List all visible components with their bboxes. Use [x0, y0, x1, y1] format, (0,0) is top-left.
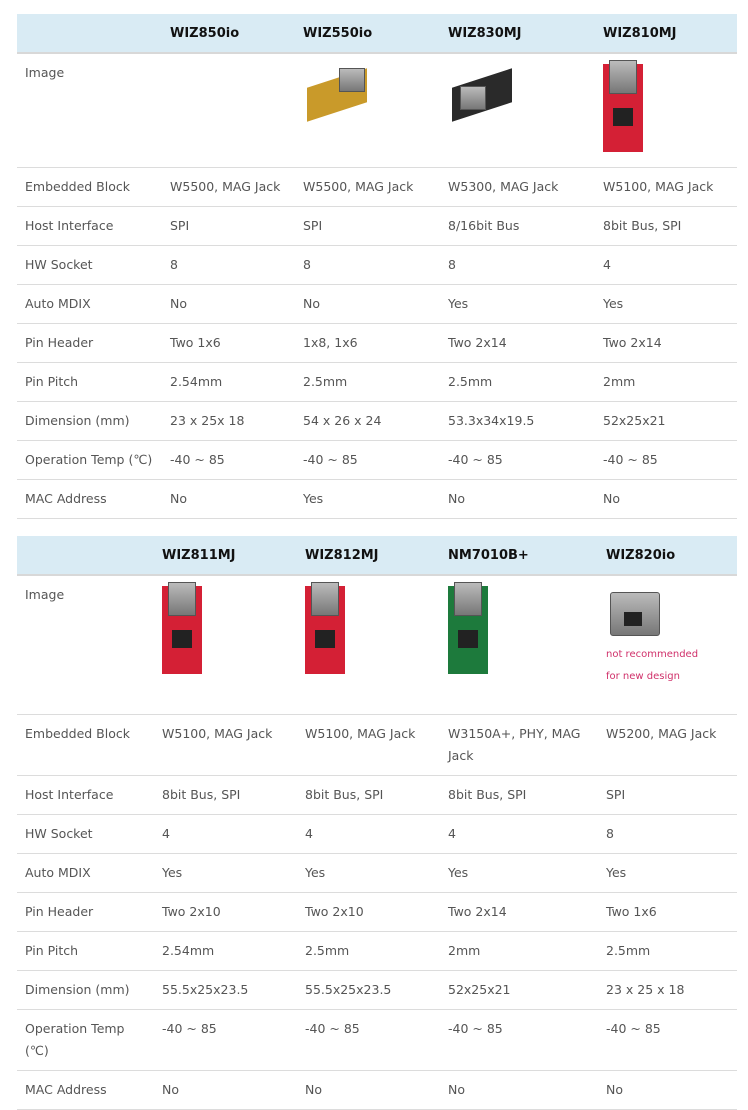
spec-value: 2mm	[595, 363, 737, 402]
spec-value: Yes	[440, 285, 595, 324]
row-label: Pin Pitch	[17, 363, 162, 402]
spec-value: 2.5mm	[440, 363, 595, 402]
product-name: WIZ820io	[598, 536, 737, 575]
spec-row-mac	[17, 480, 737, 519]
spec-value: Two 2x14	[595, 324, 737, 363]
row-label: Auto MDIX	[17, 854, 154, 893]
row-label: Pin Header	[17, 324, 162, 363]
image-cell	[154, 575, 297, 715]
spec-value: W5100, MAG Jack	[595, 168, 737, 207]
comparison-table-2	[17, 536, 737, 1110]
spec-value: Yes	[295, 480, 440, 519]
spec-value: W5100, MAG Jack	[154, 715, 297, 776]
red-module-image	[603, 64, 643, 152]
spec-row-socket	[17, 815, 737, 854]
spec-value: 8bit Bus, SPI	[440, 776, 598, 815]
spec-value: 8	[598, 815, 737, 854]
row-label: Host Interface	[17, 207, 162, 246]
row-label: Dimension (mm)	[17, 971, 154, 1010]
product-name: WIZ812MJ	[297, 536, 440, 575]
spec-row-dimension	[17, 971, 737, 1010]
header-row	[17, 536, 737, 575]
spec-value: 2.5mm	[297, 932, 440, 971]
spec-value: Two 1x6	[162, 324, 295, 363]
image-cell	[440, 575, 598, 715]
spec-value: 8bit Bus, SPI	[595, 207, 737, 246]
spec-value: -40 ~ 85	[440, 1010, 598, 1071]
red-module-image	[162, 586, 202, 674]
spec-value: Yes	[440, 854, 598, 893]
spec-value: 4	[297, 815, 440, 854]
header-row	[17, 14, 737, 53]
spec-value: 23 x 25 x 18	[598, 971, 737, 1010]
row-label: MAC Address	[17, 480, 162, 519]
spec-value: Yes	[154, 854, 297, 893]
product-name: NM7010B+	[440, 536, 598, 575]
spec-value: -40 ~ 85	[162, 441, 295, 480]
spec-value: Two 2x14	[440, 893, 598, 932]
spec-row-temp	[17, 441, 737, 480]
spec-value: No	[440, 480, 595, 519]
spec-row-host	[17, 207, 737, 246]
spec-value: 2.54mm	[162, 363, 295, 402]
spec-value: 55.5x25x23.5	[297, 971, 440, 1010]
row-label: Embedded Block	[17, 168, 162, 207]
yellow-module-image	[303, 68, 375, 120]
spec-row-embedded	[17, 168, 737, 207]
spec-value: 8/16bit Bus	[440, 207, 595, 246]
image-cell	[595, 53, 737, 168]
spec-value: No	[162, 480, 295, 519]
green-module-image	[448, 586, 488, 674]
spec-value: 4	[595, 246, 737, 285]
spec-value: 4	[440, 815, 598, 854]
spec-value: W5500, MAG Jack	[295, 168, 440, 207]
spec-value: 52x25x21	[440, 971, 598, 1010]
image-cell	[440, 53, 595, 168]
row-label: Embedded Block	[17, 715, 154, 776]
spec-value: -40 ~ 85	[595, 441, 737, 480]
spec-row-mdix	[17, 285, 737, 324]
product-name: WIZ811MJ	[154, 536, 297, 575]
spec-value: -40 ~ 85	[297, 1010, 440, 1071]
header-blank	[17, 14, 162, 53]
image-cell	[297, 575, 440, 715]
spec-value: No	[162, 285, 295, 324]
spec-row-pitch	[17, 932, 737, 971]
spec-value: 8	[295, 246, 440, 285]
spec-value: W5500, MAG Jack	[162, 168, 295, 207]
spec-row-socket	[17, 246, 737, 285]
spec-value: No	[598, 1071, 737, 1110]
spec-value: 54 x 26 x 24	[295, 402, 440, 441]
red-module-image	[305, 586, 345, 674]
row-label: Pin Pitch	[17, 932, 154, 971]
spec-value: 8bit Bus, SPI	[154, 776, 297, 815]
spec-row-embedded	[17, 715, 737, 776]
spec-value: SPI	[295, 207, 440, 246]
spec-value: No	[154, 1071, 297, 1110]
black-module-image	[448, 68, 520, 120]
spec-value: -40 ~ 85	[440, 441, 595, 480]
row-label: Pin Header	[17, 893, 154, 932]
spec-value: 55.5x25x23.5	[154, 971, 297, 1010]
spec-row-image	[17, 575, 737, 715]
spec-value: Yes	[595, 285, 737, 324]
spec-value: W5100, MAG Jack	[297, 715, 440, 776]
spec-row-pin-header	[17, 893, 737, 932]
spec-value: 1x8, 1x6	[295, 324, 440, 363]
spec-value: W3150A+, PHY, MAG Jack	[440, 715, 598, 776]
row-label: Image	[17, 53, 162, 168]
row-label: Auto MDIX	[17, 285, 162, 324]
spec-row-host	[17, 776, 737, 815]
spec-value: Two 2x10	[154, 893, 297, 932]
spec-value: Two 2x14	[440, 324, 595, 363]
note-text: not recommended	[606, 649, 699, 660]
spec-value: 8	[162, 246, 295, 285]
header-blank	[17, 536, 154, 575]
spec-value: 2.5mm	[598, 932, 737, 971]
spec-value: Yes	[598, 854, 737, 893]
jack-module-image	[606, 588, 666, 644]
spec-value: 23 x 25x 18	[162, 402, 295, 441]
product-name: WIZ830MJ	[440, 14, 595, 53]
spec-value: No	[295, 285, 440, 324]
spec-value: No	[440, 1071, 598, 1110]
spec-value: SPI	[598, 776, 737, 815]
spec-row-pitch	[17, 363, 737, 402]
row-label: Host Interface	[17, 776, 154, 815]
spec-value: 4	[154, 815, 297, 854]
spec-value: 52x25x21	[595, 402, 737, 441]
product-name: WIZ550io	[295, 14, 440, 53]
comparison-table-1	[17, 14, 737, 519]
spec-value: Two 2x10	[297, 893, 440, 932]
product-name: WIZ810MJ	[595, 14, 737, 53]
row-label: Operation Temp (℃)	[17, 441, 162, 480]
spec-value: SPI	[162, 207, 295, 246]
spec-value: 53.3x34x19.5	[440, 402, 595, 441]
spec-value: W5200, MAG Jack	[598, 715, 737, 776]
spec-value: No	[297, 1071, 440, 1110]
spec-value: W5300, MAG Jack	[440, 168, 595, 207]
image-cell	[598, 575, 737, 715]
spec-value: 2.54mm	[154, 932, 297, 971]
row-label: HW Socket	[17, 246, 162, 285]
row-label: MAC Address	[17, 1071, 154, 1110]
spec-value: 2.5mm	[295, 363, 440, 402]
spec-row-dimension	[17, 402, 737, 441]
spec-row-image	[17, 53, 737, 168]
row-label: HW Socket	[17, 815, 154, 854]
spec-row-mac	[17, 1071, 737, 1110]
spec-value: 8bit Bus, SPI	[297, 776, 440, 815]
image-cell	[162, 53, 295, 168]
spec-value: Yes	[297, 854, 440, 893]
spec-value: -40 ~ 85	[598, 1010, 737, 1071]
spec-row-temp	[17, 1010, 737, 1071]
image-cell	[295, 53, 440, 168]
spec-value: No	[595, 480, 737, 519]
spec-value: Two 1x6	[598, 893, 737, 932]
row-label: Dimension (mm)	[17, 402, 162, 441]
product-name: WIZ850io	[162, 14, 295, 53]
spec-value: 2mm	[440, 932, 598, 971]
note-text: for new design	[606, 671, 680, 682]
spec-value: 8	[440, 246, 595, 285]
spec-row-pin-header	[17, 324, 737, 363]
row-label: Operation Temp (℃)	[17, 1010, 154, 1071]
spec-row-mdix	[17, 854, 737, 893]
spec-value: -40 ~ 85	[154, 1010, 297, 1071]
spec-value: -40 ~ 85	[295, 441, 440, 480]
row-label: Image	[17, 575, 154, 715]
